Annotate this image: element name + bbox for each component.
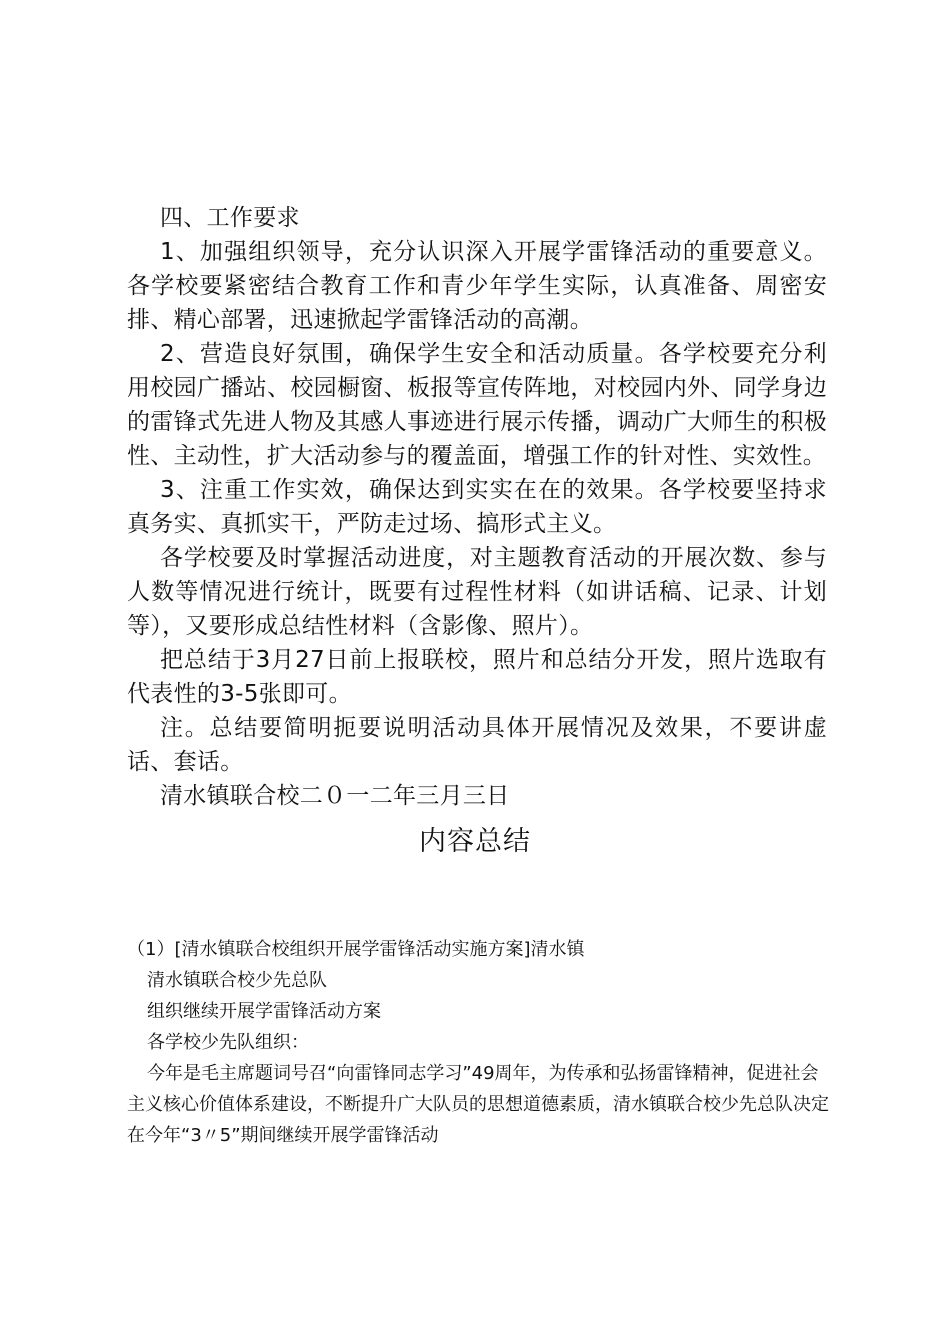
summary-line-1: （1）[清水镇联合校组织开展学雷锋活动实施方案]清水镇 [127,939,585,960]
section-heading: 四、工作要求 [160,205,300,231]
signature-date: 清水镇联合校二０一二年三月三日 [160,783,510,809]
summary-line-5: 今年是毛主席题词号召“向雷锋同志学习”49周年，为传承和弘扬雷锋精神，促进社会主义核心价值体系建设，不断提升广大队员的思想道德素质，清水镇联合校少先总队决定在今年“3〃5”期间继续开展学雷锋活动 [127,1063,829,1146]
paragraph-2: 2、营造良好氛围，确保学生安全和活动质量。各学校要充分利用校园广播站、校园橱窗、板报等宣传阵地，对校园内外、同学身边的雷锋式先进人物及其感人事迹进行展示传播，调动广大师生的积极性、主动性，扩大活动参与的覆盖面，增强工作的针对性、实效性。 [127,341,827,469]
summary-line-4: 各学校少先队组织： [147,1032,309,1053]
paragraph-6: 注。总结要简明扼要说明活动具体开展情况及效果，不要讲虚话、套话。 [127,715,827,775]
paragraph-3: 3、注重工作实效，确保达到实实在在的效果。各学校要坚持求真务实、真抓实干，严防走过场、搞形式主义。 [127,477,827,537]
summary-line-2: 清水镇联合校少先总队 [147,970,327,991]
paragraph-5: 把总结于3月27日前上报联校，照片和总结分开发，照片选取有代表性的3-5张即可。 [127,647,827,707]
paragraph-1: 1、加强组织领导，充分认识深入开展学雷锋活动的重要意义。各学校要紧密结合教育工作和青少年学生实际，认真准备、周密安排、精心部署，迅速掀起学雷锋活动的高潮。 [127,239,827,333]
paragraph-4: 各学校要及时掌握活动进度，对主题教育活动的开展次数、参与人数等情况进行统计，既要有过程性材料（如讲话稿、记录、计划等），又要形成总结性材料（含影像、照片）。 [127,545,827,639]
summary-line-3: 组织继续开展学雷锋活动方案 [147,1001,381,1022]
summary-block [127,934,835,1151]
work-requirements-section [127,201,827,813]
summary-title: 内容总结 [419,826,531,857]
